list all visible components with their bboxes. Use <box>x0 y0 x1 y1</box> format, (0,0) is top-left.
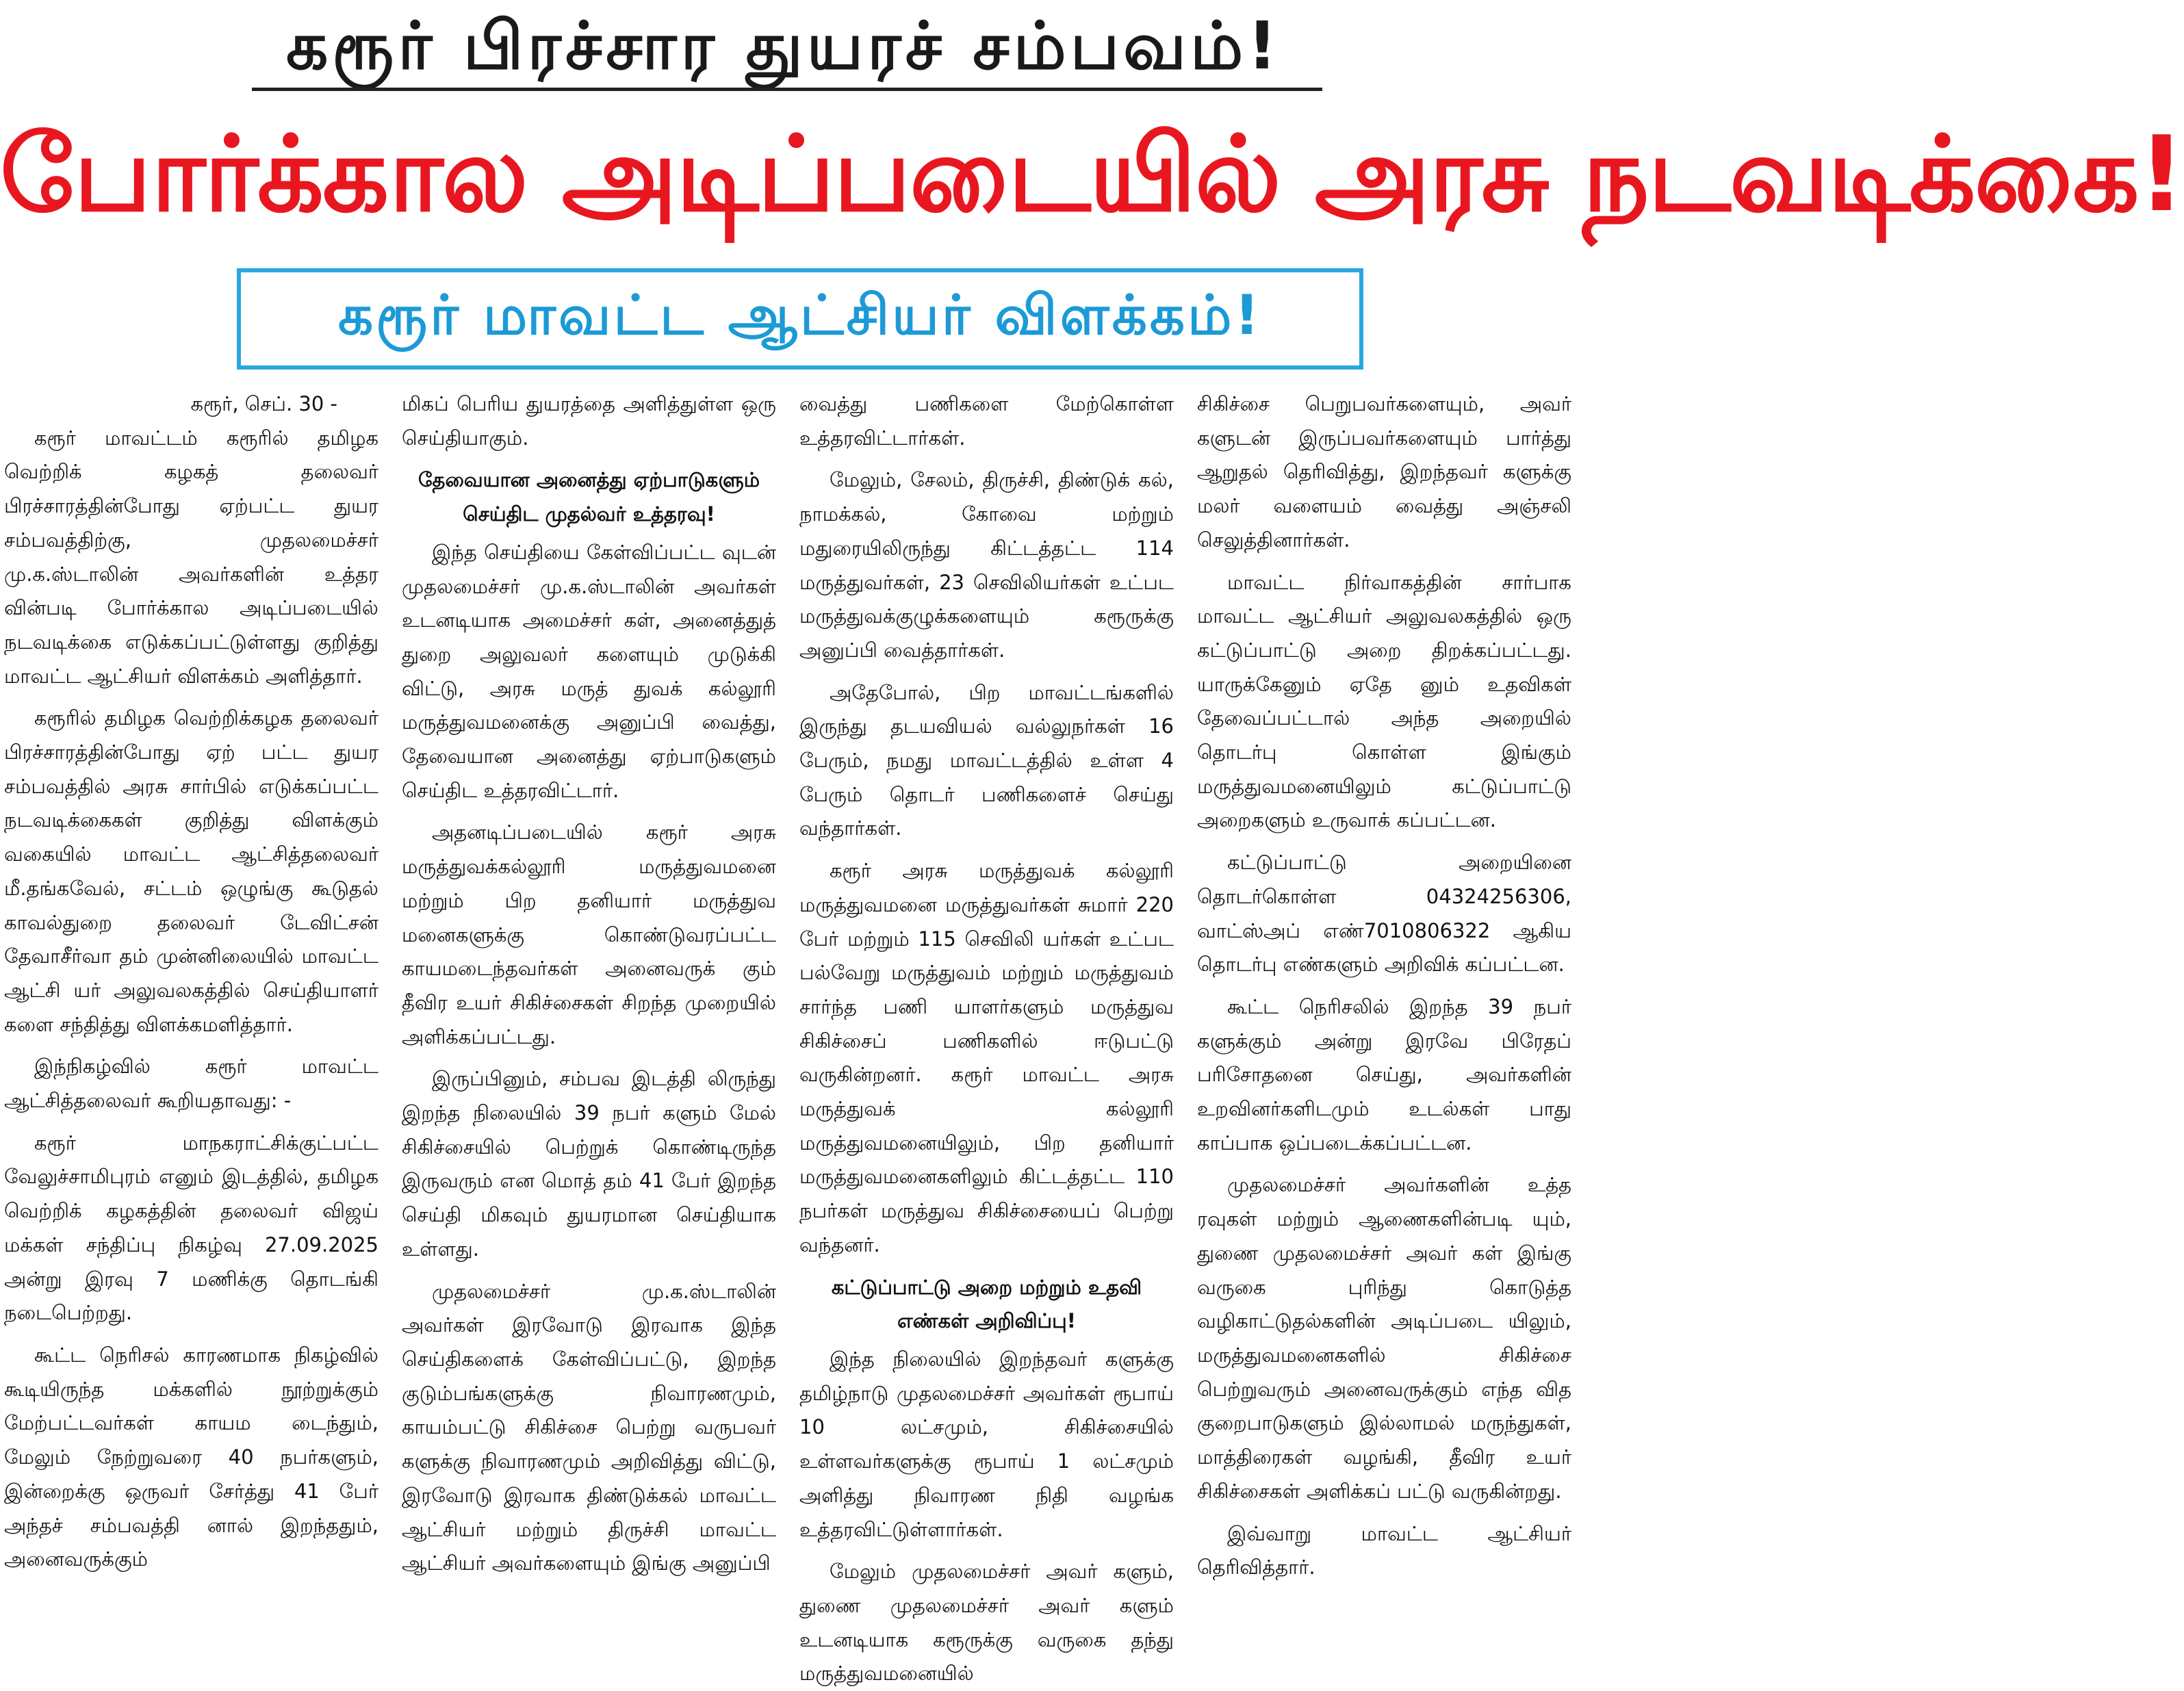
paragraph: இருப்பினும், சம்பவ இடத்தி லிருந்து இறந்த நிலையில் 39 நபர் களும் மேல் சிகிச்சையில் பெற்றுக் கொண்டிருந்த இருவரும் என மொத் தம் 41 பேர் இறந்த செய்தி மிகவும் துயரமான செய்தியாக உள்ளது. <box>402 1067 776 1261</box>
column-1 <box>4 387 378 1647</box>
column-2 <box>402 387 776 1647</box>
paragraph: இந்நிகழ்வில் கரூர் மாவட்ட ஆட்சித்தலைவர் கூறியதாவது: - <box>4 1055 378 1113</box>
kicker-underline <box>252 88 1322 91</box>
paragraph: கூட்ட நெரிசலில் இறந்த 39 நபர் களுக்கும் அன்று இரவே பிரேதப் பரிசோதனை செய்து, அவர்களின் உறவினர்களிடமும் உடல்கள் பாது காப்பாக ஒப்படைக்கப்பட்டன. <box>1197 994 1571 1154</box>
dateline: கரூர், செப். 30 - <box>190 392 337 415</box>
column-3 <box>799 387 1174 1686</box>
subhead: கரூர் மாவட்ட ஆட்சியர் விளக்கம்! <box>338 283 1262 347</box>
paragraph: மேலும், சேலம், திருச்சி, திண்டுக் கல், நாமக்கல், கோவை மற்றும் மதுரையிலிருந்து கிட்டத்தட்ட 114 மருத்துவர்கள், 23 செவிலியர்கள் உட்பட மருத்துவக்குழுக்களையும் கரூருக்கு அனுப்பி வைத்தார்கள். <box>799 468 1174 662</box>
kicker-title: கரூர் பிரச்சார துயரச் சம்பவம்! <box>285 8 1282 84</box>
paragraph: மிகப் பெரிய துயரத்தை அளித்துள்ள ஒரு செய்தியாகும். <box>402 392 776 450</box>
paragraph: மாவட்ட நிர்வாகத்தின் சார்பாக மாவட்ட ஆட்சியர் அலுவலகத்தில் ஒரு கட்டுப்பாட்டு அறை திறக்கப்பட்டது. யாருக்கேனும் ஏதே னும் உதவிகள் தேவைப்பட்டால் அந்த அறையில் தொடர்பு கொள்ள இங்கும் மருத்துவமனையிலும் கட்டுப்பாட்டு அறைகளும் உருவாக் கப்பட்டன. <box>1197 570 1571 832</box>
paragraph: அதனடிப்படையில் கரூர் அரசு மருத்துவக்கல்லூரி மருத்துவமனை மற்றும் பிற தனியார் மருத்துவ மனைகளுக்கு கொண்டுவரப்பட்ட காயமடைந்தவர்கள் அனைவருக் கும் தீவிர உயர் சிகிச்சைகள் சிறந்த முறையில் அளிக்கப்பட்டது. <box>402 821 776 1048</box>
section-heading: கட்டுப்பாட்டு அறை மற்றும் உதவி எண்கள் அறிவிப்பு! <box>831 1275 1142 1333</box>
paragraph: கரூர் மாவட்டம் கரூரில் தமிழக வெற்றிக் கழகத் தலைவர் பிரச்சாரத்தின்போது ஏற்பட்ட துயர சம்பவத்திற்கு, முதலமைச்சர் மு.க.ஸ்டாலின் அவர்களின் உத்தர வின்படி போர்க்கால அடிப்படையில் நடவடிக்கை எடுக்கப்பட்டுள்ளது குறித்து மாவட்ட ஆட்சியர் விளக்கம் அளித்தார். <box>4 426 378 688</box>
paragraph: கூட்ட நெரிசல் காரணமாக நிகழ்வில் கூடியிருந்த மக்களில் நூற்றுக்கும் மேற்பட்டவர்கள் காயம டைந்தும், மேலும் நேற்றுவரை 40 நபர்களும், இன்றைக்கு ஒருவர் சேர்த்து 41 பேர் அந்தச் சம்பவத்தி னால் இறந்ததும், அனைவருக்கும் <box>4 1343 378 1571</box>
paragraph: இவ்வாறு மாவட்ட ஆட்சியர் தெரிவித்தார். <box>1197 1521 1571 1579</box>
paragraph: கரூர் அரசு மருத்துவக் கல்லூரி மருத்துவமனை மருத்துவர்கள் சுமார் 220 பேர் மற்றும் 115 செவிலி யர்கள் உட்பட பல்வேறு மருத்துவம் மற்றும் மருத்துவம் சார்ந்த பணி யாளர்களும் மருத்துவ சிகிச்சைப் பணிகளில் ஈடுபட்டு வருகின்றனர். கரூர் மாவட்ட அரசு மருத்துவக் கல்லூரி மருத்துவமனையிலும், பிற தனியார் மருத்துவமனைகளிலும் கிட்டத்தட்ட 110 நபர்கள் மருத்துவ சிகிச்சையைப் பெற்று வந்தனர். <box>799 859 1174 1256</box>
paragraph: சிகிச்சை பெறுபவர்களையும், அவர் களுடன் இருப்பவர்களையும் பார்த்து ஆறுதல் தெரிவித்து, இறந்தவர் களுக்கு மலர் வளையம் வைத்து அஞ்சலி செலுத்தினார்கள். <box>1197 392 1571 552</box>
article-body <box>4 387 1571 1686</box>
paragraph: முதலமைச்சர் மு.க.ஸ்டாலின் அவர்கள் இரவோடு இரவாக இந்த செய்திகளைக் கேள்விப்பட்டு, இறந்த குடும்பங்களுக்கு நிவாரணமும், காயம்பட்டு சிகிச்சை பெற்று வருபவர் களுக்கு நிவாரணமும் அறிவித்து விட்டு, இரவோடு இரவாக திண்டுக்கல் மாவட்ட ஆட்சியர் மற்றும் திருச்சி மாவட்ட ஆட்சியர் அவர்களையும் இங்கு அனுப்பி <box>402 1279 776 1575</box>
column-4 <box>1197 387 1571 1647</box>
paragraph: முதலமைச்சர் அவர்களின் உத்த ரவுகள் மற்றும் ஆணைகளின்படி யும், துணை முதலமைச்சர் அவர் கள் இங்கு வருகை புரிந்து கொடுத்த வழிகாட்டுதல்களின் அடிப்படை யிலும், மருத்துவமனைகளில் சிகிச்சை பெற்றுவரும் அனைவருக்கும் எந்த வித குறைபாடுகளும் இல்லாமல் மருந்துகள், மாத்திரைகள் வழங்கி, தீவிர உயர் சிகிச்சைகள் அளிக்கப் பட்டு வருகின்றது. <box>1197 1173 1571 1503</box>
paragraph: இந்த செய்தியை கேள்விப்பட்ட வுடன் முதலமைச்சர் மு.க.ஸ்டாலின் அவர்கள் உடனடியாக அமைச்சர் கள், அனைத்துத் துறை அலுவலர் களையும் முடுக்கி விட்டு, அரசு மருத் துவக் கல்லூரி மருத்துவமனைக்கு அனுப்பி வைத்து, தேவையான அனைத்து ஏற்பாடுகளும் செய்திட உத்தரவிட்டார். <box>402 540 776 802</box>
paragraph: மேலும் முதலமைச்சர் அவர் களும், துணை முதலமைச்சர் அவர் களும் உடனடியாக கரூருக்கு வருகை தந்து மருத்துவமனையில் <box>799 1560 1174 1686</box>
paragraph: வைத்து பணிகளை மேற்கொள்ள உத்தரவிட்டார்கள். <box>799 392 1174 450</box>
paragraph: கரூரில் தமிழக வெற்றிக்கழக தலைவர் பிரச்சாரத்தின்போது ஏற் பட்ட துயர சம்பவத்தில் அரசு சார்பில் எடுக்கப்பட்ட நடவடிக்கைகள் குறித்து விளக்கும் வகையில் மாவட்ட ஆட்சித்தலைவர் மீ.தங்கவேல், சட்டம் ஒழுங்கு கூடுதல் காவல்துறை தலைவர் டேவிட்சன் தேவாசீர்வா தம் முன்னிலையில் மாவட்ட ஆட்சி யர் அலுவலகத்தில் செய்தியாளர் களை சந்தித்து விளக்கமளித்தார். <box>4 706 378 1036</box>
paragraph: கரூர் மாநகராட்சிக்குட்பட்ட வேலுச்சாமிபுரம் எனும் இடத்தில், தமிழக வெற்றிக் கழகத்தின் தலைவர் விஜய் மக்கள் சந்திப்பு நிகழ்வு 27.09.2025 அன்று இரவு 7 மணிக்கு தொடங்கி நடைபெற்றது. <box>4 1131 378 1325</box>
headline: போர்க்கால அடிப்படையில் அரசு நடவடிக்கை! <box>0 114 2184 235</box>
paragraph: கட்டுப்பாட்டு அறையினை தொடர்கொள்ள 04324256306, வாட்ஸ்அப் எண்7010806322 ஆகிய தொடர்பு எண்களும் அறிவிக் கப்பட்டன. <box>1197 851 1571 977</box>
paragraph: அதேபோல், பிற மாவட்டங்களில் இருந்து தடயவியல் வல்லுநர்கள் 16 பேரும், நமது மாவட்டத்தில் உள்ள 4 பேரும் தொடர் பணிகளைச் செய்து வந்தார்கள். <box>799 680 1174 840</box>
subhead-box <box>237 268 1363 370</box>
paragraph: இந்த நிலையில் இறந்தவர் களுக்கு தமிழ்நாடு முதலமைச்சர் அவர்கள் ரூபாய் 10 லட்சமும், சிகிச்சையில் உள்ளவர்களுக்கு ரூபாய் 1 லட்சமும் அளித்து நிவாரண நிதி வழங்க உத்தரவிட்டுள்ளார்கள். <box>799 1347 1174 1541</box>
section-heading: தேவையான அனைத்து ஏற்பாடுகளும் செய்திட முதல்வர் உத்தரவு! <box>417 468 760 526</box>
